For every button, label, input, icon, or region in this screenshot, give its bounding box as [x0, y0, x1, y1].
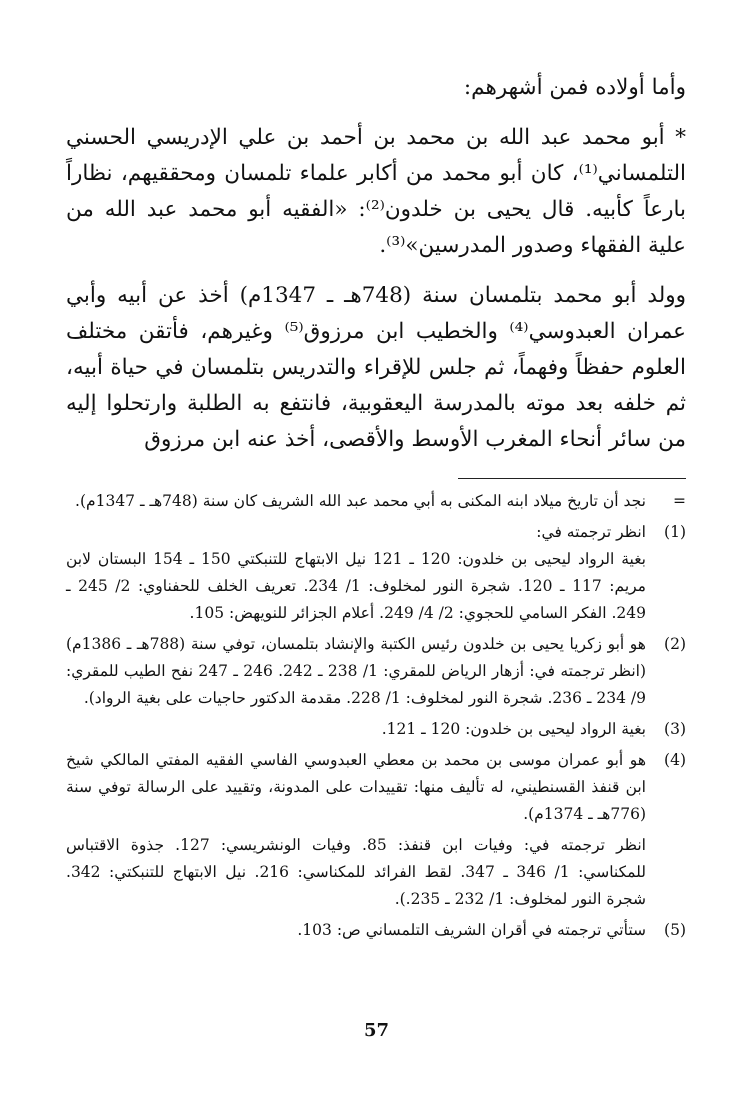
footnote-number: (5) — [664, 921, 686, 939]
page-number: 57 — [363, 1020, 390, 1041]
footnote-text — [66, 747, 646, 913]
footnote-2 — [66, 631, 686, 712]
footnote-text — [66, 917, 646, 944]
footnote-number: (2) — [664, 635, 686, 653]
footnote-paragraph: هو أبو عمران موسى بن محمد بن معطي العبدوسي الفاسي الفقيه المفتي المالكي شيخ ابن قنفذ القسنطيني، له تأليف منها: تقييدات على المدونة، وتقييد على الرسالة توفي سنة (776هـ ـ 1374م). — [66, 751, 646, 823]
footnote-3 — [66, 716, 686, 743]
footnote-5 — [66, 917, 686, 944]
footnote-paragraph: انظر ترجمته في: وفيات ابن قنفذ: 85. وفيات الونشريسي: 127. جذوة الاقتباس للمكناسي: 1/ 346 ـ 347. لقط الفرائد للمكناسي: 216. نيل الابتهاج للتنبكتي: 342. شجرة النور لمخلوف: 1/ 232 ـ 235.). — [66, 836, 646, 908]
section-heading: وأما أولاده فمن أشهرهم: — [463, 75, 686, 100]
footnote-number: (3) — [664, 720, 686, 738]
paragraph-2: وولد أبو محمد بتلمسان سنة (748هـ ـ 1347م) أخذ عن أبيه وأبي عمران العبدوسي⁽⁴⁾ والخطيب ابن مرزوق⁽⁵⁾ وغيرهم، فأتقن مختلف العلوم حفظاً وفهماً، ثم جلس للإقراء والتدريس بتلمسان في حياة أبيه، ثم خلفه بعد موته بالمدرسة اليعقوبية، فانتفع به الطلبة وارتحلوا إليه من سائر أنحاء المغرب الأوسط والأقصى، أخذ عنه ابن مرزوق — [66, 283, 687, 452]
footnote-1 — [66, 519, 686, 627]
footnote-text — [66, 716, 646, 743]
footnote-number: (4) — [664, 751, 686, 769]
footnote-paragraph: انظر ترجمته في: — [536, 523, 646, 541]
footnote-paragraph: ستأتي ترجمته في أقران الشريف التلمساني ص: 103. — [297, 921, 646, 939]
footnote-number: (1) — [664, 523, 686, 541]
footnotes — [66, 488, 686, 948]
footnote-paragraph: بغية الرواد ليحيى بن خلدون: 120 ـ 121 نيل الابتهاج للتنبكتي 150 ـ 154 البستان لابن مريم: 117 ـ 120. شجرة النور لمخلوف: 1/ 234. تعريف الخلف للحفناوي: 2/ 245 ـ 249. الفكر السامي للحجوي: 2/ 4/ 249. أعلام الجزائر للنويهض: 105. — [66, 550, 646, 622]
footnote-text — [66, 488, 646, 515]
footnote-text — [66, 631, 646, 712]
paragraph-1: * أبو محمد عبد الله بن محمد بن أحمد بن علي الإدريسي الحسني التلمساني⁽¹⁾، كان أبو محمد من أكابر علماء تلمسان ومحققيهم، نظاراً بارعاً كأبيه. قال يحيى بن خلدون⁽²⁾: «الفقيه أبو محمد عبد الله من علية الفقهاء وصدور المدرسين»⁽³⁾. — [66, 125, 686, 258]
footnote-separator — [458, 478, 686, 479]
footnote-number: = — [673, 492, 686, 510]
footnote-continuation — [66, 488, 686, 515]
footnote-text — [66, 519, 646, 627]
footnote-paragraph: نجد أن تاريخ ميلاد ابنه المكنى به أبي محمد عبد الله الشريف كان سنة (748هـ ـ 1347م). — [75, 492, 646, 510]
footnote-4 — [66, 747, 686, 913]
footnote-paragraph: بغية الرواد ليحيى بن خلدون: 120 ـ 121. — [381, 720, 646, 738]
main-text — [66, 70, 686, 472]
footnote-paragraph: هو أبو زكريا يحيى بن خلدون رئيس الكتبة والإنشاد بتلمسان، توفي سنة (788هـ ـ 1386م) (انظر ترجمته في: أزهار الرياض للمقري: 1/ 238 ـ 242. 246 ـ 247 نفح الطيب للمقري: 9/ 234 ـ 236. شجرة النور لمخلوف: 1/ 228. مقدمة الدكتور حاجيات على بغية الرواد). — [66, 635, 646, 707]
